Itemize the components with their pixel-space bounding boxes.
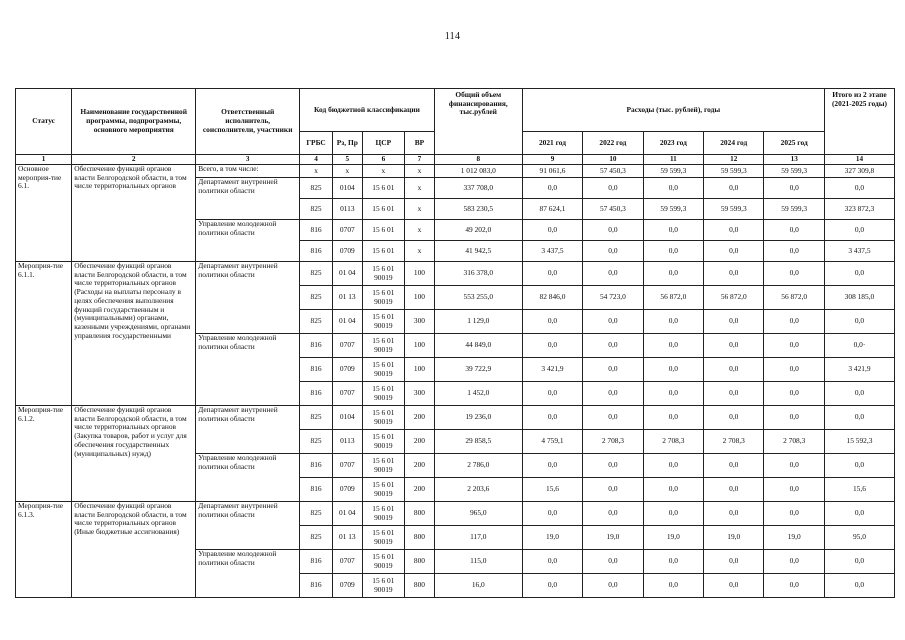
cell-vr: 200 bbox=[405, 430, 435, 454]
cell-rz-pr: 01 04 bbox=[332, 310, 362, 334]
header-expenses: Расходы (тыс. рублей), годы bbox=[522, 89, 824, 132]
row-program-name: Обеспечение функций органов власти Белгородской области, в том числе территориальных органов (Закупка товаров, работ и услуг для обеспечения государственных (муниципальных) нужд) bbox=[72, 406, 196, 502]
cell-year-2023: 0,0 bbox=[643, 334, 703, 358]
cell-year-2023: 19,0 bbox=[643, 526, 703, 550]
cell-year-2025: 0,0 bbox=[764, 358, 824, 382]
table-row bbox=[16, 502, 895, 526]
cell-year-2021: 19,0 bbox=[522, 526, 582, 550]
cell-year-2024: 0,0 bbox=[704, 382, 764, 406]
header-rz-pr: Рз, Пр bbox=[332, 132, 362, 155]
cell-year-2022: 0,0 bbox=[583, 574, 643, 598]
cell-grbs: 816 bbox=[300, 550, 333, 574]
cell-total: 44 849,0 bbox=[434, 334, 522, 358]
cell-year-2022: 0,0 bbox=[583, 178, 643, 199]
cell-rz-pr: 01 13 bbox=[332, 526, 362, 550]
cell-csr: 15 6 01 90019 bbox=[362, 334, 404, 358]
cell-year-2025: 59 599,3 bbox=[764, 199, 824, 220]
cell-csr: 15 6 01 90019 bbox=[362, 478, 404, 502]
cell-year-2022: 0,0 bbox=[583, 406, 643, 430]
cell-csr: 15 6 01 90019 bbox=[362, 550, 404, 574]
cell-total: 41 942,5 bbox=[434, 241, 522, 262]
cell-vr: x bbox=[405, 199, 435, 220]
cell-vr: x bbox=[405, 178, 435, 199]
cell-rz-pr: 0707 bbox=[332, 454, 362, 478]
cell-year-2022: 0,0 bbox=[583, 334, 643, 358]
cell-total: 1 129,0 bbox=[434, 310, 522, 334]
cell-itogo: 323 872,3 bbox=[824, 199, 894, 220]
cell-itogo: 95,0 bbox=[824, 526, 894, 550]
row-executor: Департамент внутренней политики области bbox=[196, 406, 300, 454]
cell-rz-pr: 0709 bbox=[332, 358, 362, 382]
cell-csr: 15 6 01 90019 bbox=[362, 526, 404, 550]
cell-year-2023: 0,0 bbox=[643, 358, 703, 382]
column-number: 10 bbox=[583, 155, 643, 165]
cell-year-2024: 0,0 bbox=[704, 406, 764, 430]
cell-year-2021: 3 421,9 bbox=[522, 358, 582, 382]
column-number: 7 bbox=[405, 155, 435, 165]
cell-itogo: 327 309,8 bbox=[824, 165, 894, 178]
cell-total: 2 203,6 bbox=[434, 478, 522, 502]
cell-grbs: 816 bbox=[300, 220, 333, 241]
cell-year-2024: 0,0 bbox=[704, 220, 764, 241]
cell-year-2023: 0,0 bbox=[643, 310, 703, 334]
cell-csr: 15 6 01 90019 bbox=[362, 454, 404, 478]
cell-itogo: 0,0 bbox=[824, 574, 894, 598]
cell-total: 965,0 bbox=[434, 502, 522, 526]
cell-year-2021: 0,0 bbox=[522, 310, 582, 334]
cell-year-2024: 0,0 bbox=[704, 241, 764, 262]
cell-year-2022: 57 450,3 bbox=[583, 199, 643, 220]
cell-year-2023: 0,0 bbox=[643, 241, 703, 262]
row-executor: Департамент внутренней политики области bbox=[196, 178, 300, 220]
cell-year-2025: 0,0 bbox=[764, 178, 824, 199]
cell-rz-pr: 0709 bbox=[332, 478, 362, 502]
cell-rz-pr: x bbox=[332, 165, 362, 178]
cell-vr: x bbox=[405, 220, 435, 241]
cell-year-2024: 0,0 bbox=[704, 454, 764, 478]
cell-total: 19 236,0 bbox=[434, 406, 522, 430]
cell-year-2022: 54 723,0 bbox=[583, 286, 643, 310]
cell-vr: 100 bbox=[405, 286, 435, 310]
cell-itogo: 0,0 bbox=[824, 220, 894, 241]
row-status: Мероприя-тие 6.1.1. bbox=[16, 262, 72, 406]
cell-year-2024: 0,0 bbox=[704, 478, 764, 502]
cell-vr: 200 bbox=[405, 406, 435, 430]
cell-rz-pr: 0709 bbox=[332, 574, 362, 598]
column-number: 8 bbox=[434, 155, 522, 165]
column-number: 14 bbox=[824, 155, 894, 165]
cell-csr: 15 6 01 90019 bbox=[362, 502, 404, 526]
cell-year-2024: 0,0 bbox=[704, 502, 764, 526]
cell-csr: 15 6 01 bbox=[362, 199, 404, 220]
cell-year-2025: 56 872,0 bbox=[764, 286, 824, 310]
header-2021: 2021 год bbox=[522, 132, 582, 155]
cell-grbs: 825 bbox=[300, 430, 333, 454]
row-program-name: Обеспечение функций органов власти Белгородской области, в том числе территориальных органов bbox=[72, 165, 196, 262]
row-status: Мероприя-тие 6.1.3. bbox=[16, 502, 72, 598]
cell-year-2025: 0,0 bbox=[764, 310, 824, 334]
cell-year-2024: 0,0 bbox=[704, 262, 764, 286]
cell-csr: 15 6 01 90019 bbox=[362, 406, 404, 430]
cell-year-2022: 0,0 bbox=[583, 550, 643, 574]
cell-grbs: 816 bbox=[300, 382, 333, 406]
cell-year-2023: 0,0 bbox=[643, 454, 703, 478]
cell-grbs: 825 bbox=[300, 502, 333, 526]
cell-grbs: 825 bbox=[300, 286, 333, 310]
cell-total: 16,0 bbox=[434, 574, 522, 598]
cell-year-2022: 0,0 bbox=[583, 454, 643, 478]
cell-itogo: 0,0 bbox=[824, 262, 894, 286]
cell-csr: 15 6 01 90019 bbox=[362, 358, 404, 382]
column-number: 9 bbox=[522, 155, 582, 165]
cell-year-2022: 0,0 bbox=[583, 478, 643, 502]
cell-vr: 200 bbox=[405, 478, 435, 502]
cell-vr: 800 bbox=[405, 502, 435, 526]
row-status: Мероприя-тие 6.1.2. bbox=[16, 406, 72, 502]
cell-vr: 800 bbox=[405, 526, 435, 550]
cell-total: 1 012 083,0 bbox=[434, 165, 522, 178]
cell-itogo: 0,0 bbox=[824, 454, 894, 478]
cell-csr: 15 6 01 90019 bbox=[362, 430, 404, 454]
cell-year-2025: 0,0 bbox=[764, 454, 824, 478]
cell-year-2021: 0,0 bbox=[522, 454, 582, 478]
cell-year-2025: 0,0 bbox=[764, 241, 824, 262]
cell-grbs: 816 bbox=[300, 454, 333, 478]
row-executor: Департамент внутренней политики области bbox=[196, 502, 300, 550]
cell-rz-pr: 0113 bbox=[332, 199, 362, 220]
cell-grbs: 825 bbox=[300, 199, 333, 220]
cell-year-2023: 0,0 bbox=[643, 478, 703, 502]
cell-year-2023: 0,0 bbox=[643, 178, 703, 199]
cell-year-2022: 19,0 bbox=[583, 526, 643, 550]
cell-rz-pr: 0104 bbox=[332, 178, 362, 199]
column-number: 4 bbox=[300, 155, 333, 165]
row-program-name: Обеспечение функций органов власти Белгородской области, в том числе территориальных органов (Расходы на выплаты персоналу в целях обеспечения выполнения функций государственным и (муниципальными) органами, казенными учреждениями, органами управления государственными bbox=[72, 262, 196, 406]
cell-itogo: 308 185,0 bbox=[824, 286, 894, 310]
cell-year-2025: 0,0 bbox=[764, 502, 824, 526]
cell-total: 29 858,5 bbox=[434, 430, 522, 454]
cell-year-2023: 0,0 bbox=[643, 382, 703, 406]
cell-year-2025: 19,0 bbox=[764, 526, 824, 550]
cell-year-2024: 0,0 bbox=[704, 310, 764, 334]
cell-year-2021: 0,0 bbox=[522, 178, 582, 199]
cell-year-2024: 0,0 bbox=[704, 358, 764, 382]
cell-rz-pr: 0707 bbox=[332, 220, 362, 241]
column-number: 5 bbox=[332, 155, 362, 165]
cell-total: 117,0 bbox=[434, 526, 522, 550]
cell-total: 39 722,9 bbox=[434, 358, 522, 382]
cell-year-2021: 3 437,5 bbox=[522, 241, 582, 262]
cell-year-2025: 0,0 bbox=[764, 406, 824, 430]
cell-year-2024: 0,0 bbox=[704, 334, 764, 358]
cell-year-2022: 0,0 bbox=[583, 382, 643, 406]
table-row bbox=[16, 406, 895, 430]
cell-total: 2 786,0 bbox=[434, 454, 522, 478]
header-2024: 2024 год bbox=[704, 132, 764, 155]
row-executor: Управление молодежной политики области bbox=[196, 334, 300, 406]
cell-total: 316 378,0 bbox=[434, 262, 522, 286]
cell-vr: 800 bbox=[405, 550, 435, 574]
cell-year-2021: 0,0 bbox=[522, 262, 582, 286]
cell-year-2022: 57 450,3 bbox=[583, 165, 643, 178]
row-executor: Управление молодежной политики области bbox=[196, 220, 300, 262]
cell-year-2024: 0,0 bbox=[704, 574, 764, 598]
cell-year-2025: 0,0 bbox=[764, 382, 824, 406]
cell-csr: 15 6 01 bbox=[362, 220, 404, 241]
table-row bbox=[16, 262, 895, 286]
cell-total: 583 230,5 bbox=[434, 199, 522, 220]
column-number: 1 bbox=[16, 155, 72, 165]
cell-year-2023: 2 708,3 bbox=[643, 430, 703, 454]
cell-vr: 300 bbox=[405, 310, 435, 334]
cell-year-2024: 0,0 bbox=[704, 550, 764, 574]
cell-grbs: 825 bbox=[300, 310, 333, 334]
cell-year-2024: 59 599,3 bbox=[704, 165, 764, 178]
cell-year-2024: 59 599,3 bbox=[704, 199, 764, 220]
cell-year-2023: 59 599,3 bbox=[643, 165, 703, 178]
cell-itogo: 0,0 bbox=[824, 310, 894, 334]
cell-itogo: 0,0 bbox=[824, 550, 894, 574]
header-name: Наименование государственной программы, подпрограммы, основного мероприятия bbox=[72, 89, 196, 155]
cell-year-2024: 19,0 bbox=[704, 526, 764, 550]
row-executor: Управление молодежной политики области bbox=[196, 454, 300, 502]
cell-year-2021: 0,0 bbox=[522, 334, 582, 358]
cell-year-2021: 0,0 bbox=[522, 574, 582, 598]
cell-year-2023: 0,0 bbox=[643, 220, 703, 241]
cell-grbs: 816 bbox=[300, 358, 333, 382]
cell-year-2022: 0,0 bbox=[583, 220, 643, 241]
header-status: Статус bbox=[16, 89, 72, 155]
header-executor: Ответственный исполнитель, соисполнители, участники bbox=[196, 89, 300, 155]
cell-year-2021: 87 624,1 bbox=[522, 199, 582, 220]
cell-year-2022: 0,0 bbox=[583, 262, 643, 286]
column-number: 13 bbox=[764, 155, 824, 165]
cell-itogo: 3 437,5 bbox=[824, 241, 894, 262]
cell-grbs: 825 bbox=[300, 526, 333, 550]
cell-year-2023: 0,0 bbox=[643, 550, 703, 574]
cell-grbs: 816 bbox=[300, 478, 333, 502]
cell-year-2025: 2 708,3 bbox=[764, 430, 824, 454]
cell-vr: x bbox=[405, 241, 435, 262]
cell-year-2024: 2 708,3 bbox=[704, 430, 764, 454]
cell-csr: 15 6 01 bbox=[362, 241, 404, 262]
row-executor: Всего, в том числе: bbox=[196, 165, 300, 178]
cell-year-2025: 0,0 bbox=[764, 334, 824, 358]
cell-vr: 800 bbox=[405, 574, 435, 598]
cell-itogo: 0,0 bbox=[824, 178, 894, 199]
cell-year-2025: 0,0 bbox=[764, 262, 824, 286]
header-2022: 2022 год bbox=[583, 132, 643, 155]
cell-year-2025: 59 599,3 bbox=[764, 165, 824, 178]
cell-rz-pr: 0707 bbox=[332, 382, 362, 406]
cell-itogo: 0,0 bbox=[824, 382, 894, 406]
cell-year-2024: 56 872,0 bbox=[704, 286, 764, 310]
cell-grbs: 816 bbox=[300, 574, 333, 598]
cell-csr: 15 6 01 90019 bbox=[362, 286, 404, 310]
cell-itogo: 15,6 bbox=[824, 478, 894, 502]
cell-itogo: 0,0 bbox=[824, 406, 894, 430]
cell-grbs: 825 bbox=[300, 178, 333, 199]
table-row bbox=[16, 165, 895, 178]
column-number: 6 bbox=[362, 155, 404, 165]
cell-csr: 15 6 01 90019 bbox=[362, 262, 404, 286]
header-budget-code: Код бюджетной классификации bbox=[300, 89, 435, 132]
column-numbers-row bbox=[16, 155, 895, 165]
cell-year-2025: 0,0 bbox=[764, 574, 824, 598]
cell-year-2025: 0,0 bbox=[764, 220, 824, 241]
cell-csr: x bbox=[362, 165, 404, 178]
column-number: 12 bbox=[704, 155, 764, 165]
header-total-volume: Общий объем финансирования, тыс.рублей bbox=[434, 89, 522, 155]
cell-year-2023: 0,0 bbox=[643, 262, 703, 286]
header-grbs: ГРБС bbox=[300, 132, 333, 155]
cell-total: 1 452,0 bbox=[434, 382, 522, 406]
row-executor: Управление молодежной политики области bbox=[196, 550, 300, 598]
cell-year-2021: 0,0 bbox=[522, 220, 582, 241]
cell-year-2023: 0,0 bbox=[643, 406, 703, 430]
cell-vr: 200 bbox=[405, 454, 435, 478]
header-csr: ЦСР bbox=[362, 132, 404, 155]
cell-grbs: 825 bbox=[300, 262, 333, 286]
cell-year-2021: 0,0 bbox=[522, 502, 582, 526]
cell-year-2021: 0,0 bbox=[522, 550, 582, 574]
row-program-name: Обеспечение функций органов власти Белгородской области, в том числе территориальных органов (Иные бюджетные ассигнования) bbox=[72, 502, 196, 598]
cell-vr: 100 bbox=[405, 334, 435, 358]
header-itogo: Итого из 2 этапе (2021-2025 годы) bbox=[824, 89, 894, 155]
cell-total: 49 202,0 bbox=[434, 220, 522, 241]
cell-year-2022: 2 708,3 bbox=[583, 430, 643, 454]
cell-year-2023: 0,0 bbox=[643, 502, 703, 526]
cell-rz-pr: 0707 bbox=[332, 550, 362, 574]
cell-year-2021: 15,6 bbox=[522, 478, 582, 502]
cell-grbs: x bbox=[300, 165, 333, 178]
cell-year-2021: 82 846,0 bbox=[522, 286, 582, 310]
cell-year-2021: 4 759,1 bbox=[522, 430, 582, 454]
page-number: 114 bbox=[444, 31, 461, 42]
cell-itogo: 0,0 bbox=[824, 502, 894, 526]
cell-year-2021: 0,0 bbox=[522, 382, 582, 406]
cell-year-2022: 0,0 bbox=[583, 502, 643, 526]
cell-rz-pr: 0709 bbox=[332, 241, 362, 262]
cell-year-2023: 59 599,3 bbox=[643, 199, 703, 220]
row-status: Основное мероприя-тие 6.1. bbox=[16, 165, 72, 262]
column-number: 3 bbox=[196, 155, 300, 165]
cell-vr: 100 bbox=[405, 358, 435, 382]
cell-rz-pr: 0113 bbox=[332, 430, 362, 454]
cell-rz-pr: 01 04 bbox=[332, 262, 362, 286]
cell-year-2021: 91 061,6 bbox=[522, 165, 582, 178]
cell-itogo: 3 421,9 bbox=[824, 358, 894, 382]
cell-vr: x bbox=[405, 165, 435, 178]
cell-csr: 15 6 01 90019 bbox=[362, 574, 404, 598]
cell-csr: 15 6 01 90019 bbox=[362, 310, 404, 334]
column-number: 2 bbox=[72, 155, 196, 165]
header-2025: 2025 год bbox=[764, 132, 824, 155]
cell-grbs: 825 bbox=[300, 406, 333, 430]
cell-vr: 300 bbox=[405, 382, 435, 406]
cell-grbs: 816 bbox=[300, 334, 333, 358]
cell-year-2023: 0,0 bbox=[643, 574, 703, 598]
budget-table bbox=[15, 88, 895, 598]
cell-rz-pr: 01 04 bbox=[332, 502, 362, 526]
cell-csr: 15 6 01 90019 bbox=[362, 382, 404, 406]
cell-year-2024: 0,0 bbox=[704, 178, 764, 199]
cell-total: 337 708,0 bbox=[434, 178, 522, 199]
cell-year-2022: 0,0 bbox=[583, 241, 643, 262]
cell-itogo: 15 592,3 bbox=[824, 430, 894, 454]
header-2023: 2023 год bbox=[643, 132, 703, 155]
cell-year-2025: 0,0 bbox=[764, 478, 824, 502]
cell-rz-pr: 0104 bbox=[332, 406, 362, 430]
header-vr: ВР bbox=[405, 132, 435, 155]
cell-rz-pr: 0707 bbox=[332, 334, 362, 358]
cell-itogo: 0,0· bbox=[824, 334, 894, 358]
cell-year-2021: 0,0 bbox=[522, 406, 582, 430]
cell-csr: 15 6 01 bbox=[362, 178, 404, 199]
cell-year-2023: 56 872,0 bbox=[643, 286, 703, 310]
cell-year-2022: 0,0 bbox=[583, 358, 643, 382]
cell-total: 115,0 bbox=[434, 550, 522, 574]
cell-rz-pr: 01 13 bbox=[332, 286, 362, 310]
cell-year-2025: 0,0 bbox=[764, 550, 824, 574]
row-executor: Департамент внутренней политики области bbox=[196, 262, 300, 334]
cell-total: 553 255,0 bbox=[434, 286, 522, 310]
column-number: 11 bbox=[643, 155, 703, 165]
cell-year-2022: 0,0 bbox=[583, 310, 643, 334]
cell-vr: 100 bbox=[405, 262, 435, 286]
cell-grbs: 816 bbox=[300, 241, 333, 262]
